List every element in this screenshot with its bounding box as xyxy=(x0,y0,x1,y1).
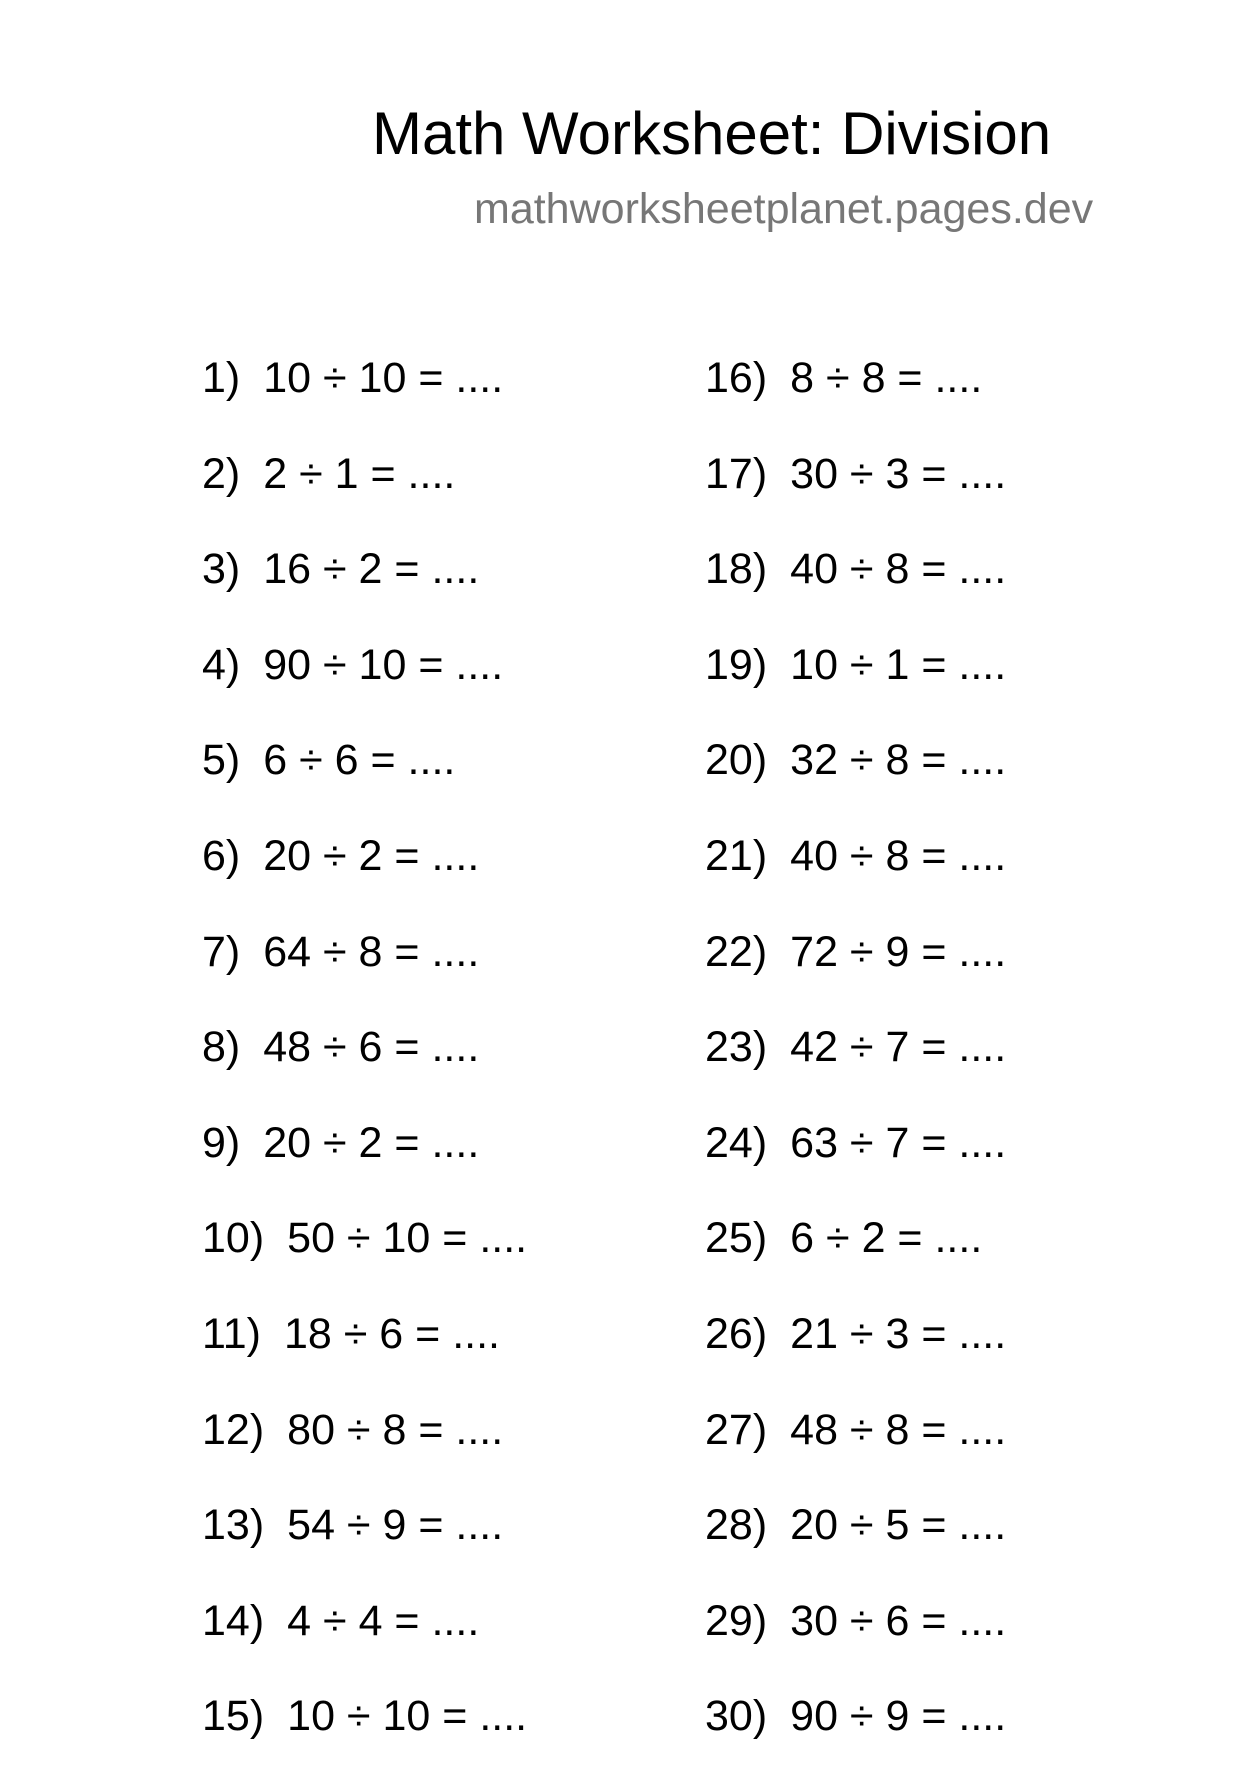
problem-15 xyxy=(202,1690,682,1786)
problem-number: 24) xyxy=(705,1118,768,1167)
problem-30 xyxy=(705,1690,1185,1786)
problem-number: 28) xyxy=(705,1501,768,1550)
problem-17 xyxy=(705,448,1185,544)
problem-expression: 32 ÷ 8 = .... xyxy=(790,736,1007,785)
problem-number: 10) xyxy=(202,1214,265,1263)
problem-20 xyxy=(705,734,1185,830)
problem-expression: 20 ÷ 2 = .... xyxy=(263,1118,480,1167)
problem-expression: 10 ÷ 10 = .... xyxy=(287,1692,528,1741)
problem-number: 23) xyxy=(705,1023,768,1072)
problem-expression: 42 ÷ 7 = .... xyxy=(790,1023,1007,1072)
problem-expression: 10 ÷ 10 = .... xyxy=(263,354,504,402)
problem-expression: 21 ÷ 3 = .... xyxy=(790,1309,1007,1358)
problem-number: 21) xyxy=(705,831,768,880)
problem-number: 25) xyxy=(705,1214,768,1263)
problem-number: 1) xyxy=(202,354,241,402)
problem-expression: 63 ÷ 7 = .... xyxy=(790,1118,1007,1167)
problem-number: 29) xyxy=(705,1596,768,1645)
problem-number: 12) xyxy=(202,1405,265,1454)
problem-expression: 40 ÷ 8 = .... xyxy=(790,545,1007,594)
problem-expression: 4 ÷ 4 = .... xyxy=(287,1596,480,1645)
problem-expression: 80 ÷ 8 = .... xyxy=(287,1405,504,1454)
site-url: mathworksheetplanet.pages.dev xyxy=(474,185,1094,233)
problem-10 xyxy=(202,1212,682,1308)
problems-left-column xyxy=(202,352,682,1786)
problem-expression: 48 ÷ 6 = .... xyxy=(263,1023,480,1072)
problems-right-column xyxy=(705,352,1185,1786)
problem-expression: 8 ÷ 8 = .... xyxy=(790,354,983,402)
problem-expression: 30 ÷ 6 = .... xyxy=(790,1596,1007,1645)
problem-number: 5) xyxy=(202,736,241,785)
problem-11 xyxy=(202,1308,682,1404)
problem-26 xyxy=(705,1308,1185,1404)
problem-expression: 16 ÷ 2 = .... xyxy=(263,545,480,594)
problem-number: 8) xyxy=(202,1023,241,1072)
problem-number: 22) xyxy=(705,927,768,976)
problem-expression: 64 ÷ 8 = .... xyxy=(263,927,480,976)
problem-expression: 90 ÷ 10 = .... xyxy=(263,640,504,689)
problem-29 xyxy=(705,1595,1185,1691)
problem-number: 17) xyxy=(705,449,768,498)
problem-number: 15) xyxy=(202,1692,265,1741)
problem-number: 11) xyxy=(202,1309,261,1358)
problem-number: 2) xyxy=(202,449,241,498)
problem-8 xyxy=(202,1021,682,1117)
problem-expression: 20 ÷ 5 = .... xyxy=(790,1501,1007,1550)
problem-expression: 2 ÷ 1 = .... xyxy=(263,449,456,498)
problem-13 xyxy=(202,1499,682,1595)
problem-expression: 10 ÷ 1 = .... xyxy=(790,640,1007,689)
problem-number: 30) xyxy=(705,1692,768,1741)
problem-expression: 50 ÷ 10 = .... xyxy=(287,1214,528,1263)
problem-number: 16) xyxy=(705,354,768,402)
problem-24 xyxy=(705,1117,1185,1213)
problem-5 xyxy=(202,734,682,830)
problem-22 xyxy=(705,926,1185,1022)
problem-12 xyxy=(202,1404,682,1500)
problem-21 xyxy=(705,830,1185,926)
problem-27 xyxy=(705,1404,1185,1500)
problem-14 xyxy=(202,1595,682,1691)
problem-number: 20) xyxy=(705,736,768,785)
problem-number: 13) xyxy=(202,1501,265,1550)
problem-4 xyxy=(202,639,682,735)
problem-number: 27) xyxy=(705,1405,768,1454)
problem-expression: 90 ÷ 9 = .... xyxy=(790,1692,1007,1741)
problem-expression: 48 ÷ 8 = .... xyxy=(790,1405,1007,1454)
problem-expression: 6 ÷ 6 = .... xyxy=(263,736,456,785)
problem-3 xyxy=(202,543,682,639)
problem-6 xyxy=(202,830,682,926)
problem-number: 26) xyxy=(705,1309,768,1358)
problem-7 xyxy=(202,926,682,1022)
problem-18 xyxy=(705,543,1185,639)
problem-expression: 6 ÷ 2 = .... xyxy=(790,1214,983,1263)
problem-28 xyxy=(705,1499,1185,1595)
problem-number: 18) xyxy=(705,545,768,594)
problem-number: 4) xyxy=(202,640,241,689)
problem-1 xyxy=(202,352,682,448)
problem-expression: 40 ÷ 8 = .... xyxy=(790,831,1007,880)
problem-expression: 20 ÷ 2 = .... xyxy=(263,831,480,880)
problem-number: 3) xyxy=(202,545,241,594)
problem-expression: 30 ÷ 3 = .... xyxy=(790,449,1007,498)
problem-number: 6) xyxy=(202,831,241,880)
problem-number: 14) xyxy=(202,1596,265,1645)
page-title: Math Worksheet: Division xyxy=(372,100,1052,167)
problem-25 xyxy=(705,1212,1185,1308)
problem-16 xyxy=(705,352,1185,448)
problem-expression: 72 ÷ 9 = .... xyxy=(790,927,1007,976)
problem-expression: 54 ÷ 9 = .... xyxy=(287,1501,504,1550)
problem-expression: 18 ÷ 6 = .... xyxy=(283,1309,500,1358)
problem-number: 9) xyxy=(202,1118,241,1167)
problem-number: 19) xyxy=(705,640,768,689)
problem-9 xyxy=(202,1117,682,1213)
problem-19 xyxy=(705,639,1185,735)
problem-number: 7) xyxy=(202,927,241,976)
problem-23 xyxy=(705,1021,1185,1117)
problem-2 xyxy=(202,448,682,544)
